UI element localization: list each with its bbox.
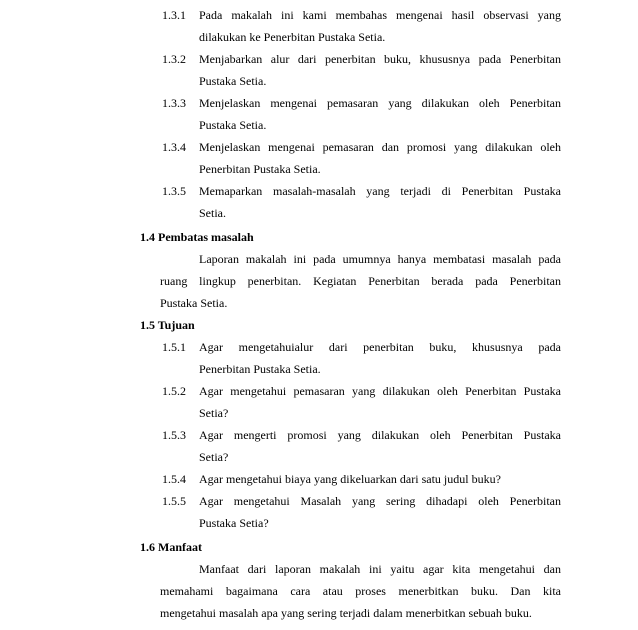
paragraph-text: Manfaat dari laporan makalah ini yaitu agar kita mengetahui dan bbox=[199, 562, 561, 576]
item-number: 1.5.2 bbox=[162, 384, 186, 398]
item-text: Setia. bbox=[199, 206, 226, 220]
item-text: Setia? bbox=[199, 406, 229, 420]
item-text: Setia? bbox=[199, 450, 229, 464]
item-text: Menjabarkan alur dari penerbitan buku, khususnya pada Penerbitan bbox=[199, 52, 561, 66]
item-text: Pada makalah ini kami membahas mengenai hasil observasi yang bbox=[199, 8, 561, 22]
item-number: 1.3.4 bbox=[162, 140, 186, 154]
item-text: Menjelaskan mengenai pemasaran dan promosi yang dilakukan oleh bbox=[199, 140, 561, 154]
paragraph-text: mengetahui masalah apa yang sering terjadi dalam menerbitkan sebuah buku. bbox=[160, 606, 532, 620]
paragraph-text: Pustaka Setia. bbox=[160, 296, 228, 310]
item-text: dilakukan ke Penerbitan Pustaka Setia. bbox=[199, 30, 386, 44]
item-number: 1.5.5 bbox=[162, 494, 186, 508]
item-text: Penerbitan Pustaka Setia. bbox=[199, 162, 321, 176]
section-title: 1.6 Manfaat bbox=[140, 540, 202, 554]
item-number: 1.3.3 bbox=[162, 96, 186, 110]
section-title: 1.4 Pembatas masalah bbox=[140, 230, 254, 244]
paragraph-text: ruang lingkup penerbitan. Kegiatan Penerbitan berada pada Penerbitan bbox=[160, 274, 561, 288]
item-number: 1.3.2 bbox=[162, 52, 186, 66]
item-text: Menjelaskan mengenai pemasaran yang dilakukan oleh Penerbitan bbox=[199, 96, 561, 110]
item-text: Pustaka Setia? bbox=[199, 516, 269, 530]
item-text: Agar mengetahui biaya yang dikeluarkan dari satu judul buku? bbox=[199, 472, 501, 486]
item-number: 1.5.1 bbox=[162, 340, 186, 354]
paragraph-text: Laporan makalah ini pada umumnya hanya membatasi masalah pada bbox=[199, 252, 561, 266]
item-text: Agar mengetahui pemasaran yang dilakukan oleh Penerbitan Pustaka bbox=[199, 384, 561, 398]
item-text: Pustaka Setia. bbox=[199, 74, 267, 88]
item-number: 1.5.3 bbox=[162, 428, 186, 442]
item-text: Memaparkan masalah-masalah yang terjadi di Penerbitan Pustaka bbox=[199, 184, 561, 198]
paragraph-text: memahami bagaimana cara atau proses menerbitkan buku. Dan kita bbox=[160, 584, 561, 598]
item-text: Pustaka Setia. bbox=[199, 118, 267, 132]
item-text: Penerbitan Pustaka Setia. bbox=[199, 362, 321, 376]
item-text: Agar mengerti promosi yang dilakukan oleh Penerbitan Pustaka bbox=[199, 428, 561, 442]
item-number: 1.3.5 bbox=[162, 184, 186, 198]
item-number: 1.5.4 bbox=[162, 472, 186, 486]
section-title: 1.5 Tujuan bbox=[140, 318, 195, 332]
item-text: Agar mengetahuialur dari penerbitan buku, khususnya pada bbox=[199, 340, 561, 354]
item-text: Agar mengetahui Masalah yang sering dihadapi oleh Penerbitan bbox=[199, 494, 561, 508]
item-number: 1.3.1 bbox=[162, 8, 186, 22]
